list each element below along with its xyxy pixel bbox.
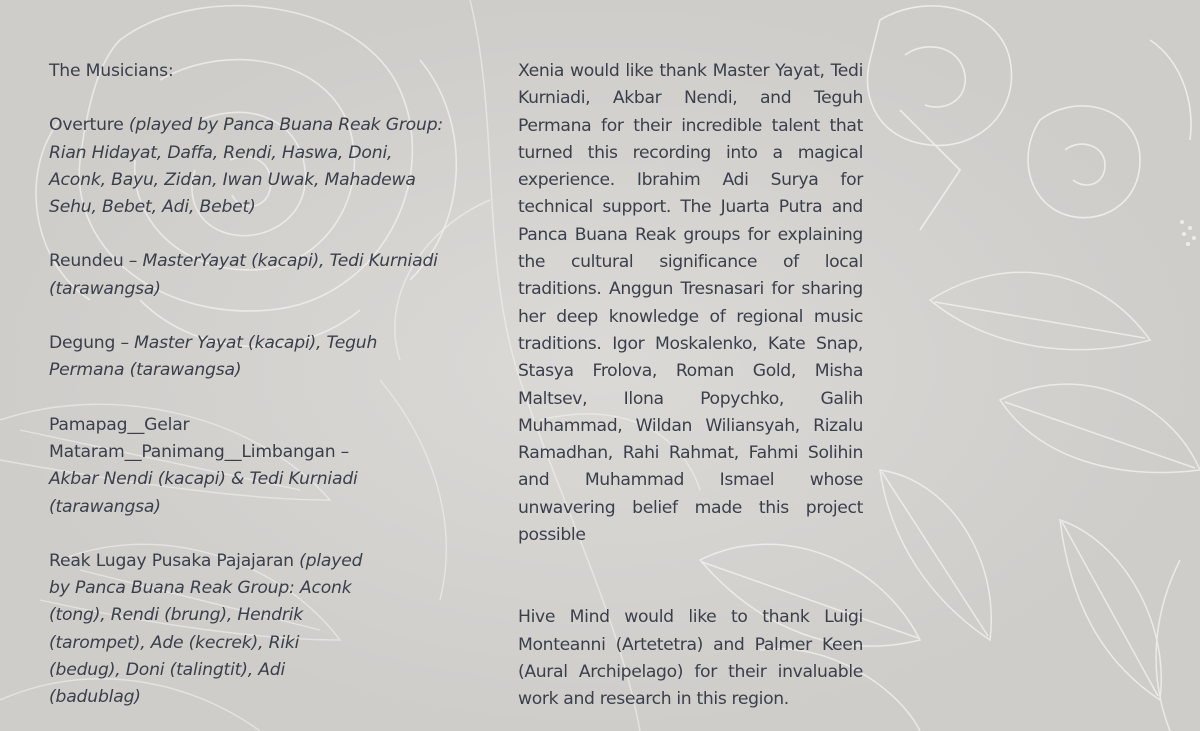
- track-credit-reundeu: [49, 248, 449, 303]
- musicians-column: [49, 58, 449, 712]
- track-performers: MasterYayat (kacapi), Tedi Kurniadi (tarawangsa): [49, 251, 438, 299]
- track-credit-reak-lugay: [49, 548, 369, 712]
- track-title: Reundeu –: [49, 251, 143, 272]
- track-title: Overture: [49, 115, 129, 136]
- acknowledgement-xenia: Xenia would like thank Master Yayat, Tedi Kurniadi, Akbar Nendi, and Teguh Permana for their incredible talent that turned this recording into a magical experience. Ibrahim Adi Surya for technical support. The Juarta Putra and Panca Buana Reak groups for explaining the cultural significance of local traditions. Anggun Tresnasari for sharing her deep knowledge of regional music traditions. Igor Moskalenko, Kate Snap, Stasya Frolova, Roman Gold, Misha Maltsev, Ilona Popychko, Galih Muhammad, Wildan Wiliansyah, Rizalu Ramadhan, Rahi Rahmat, Fahmi Solihin and Muhammad Ismael whose unwavering belief made this project possible: [518, 61, 863, 546]
- acknowledgement-hive-mind: Hive Mind would like to thank Luigi Monteanni (Artetetra) and Palmer Keen (Aural Archipelago) for their invaluable work and research in this region.: [518, 607, 863, 710]
- track-credit-degung: [49, 330, 449, 385]
- track-performers: Master Yayat (kacapi), Teguh Permana (tarawangsa): [49, 333, 378, 381]
- track-performers: (played by Panca Buana Reak Group: Aconk (tong), Rendi (brung), Hendrik (tarompet), Ade (kecrek), Riki (bedug), Doni (talingtit), Adi (badublag): [49, 550, 363, 708]
- track-credit-overture: [49, 112, 449, 221]
- musicians-heading: The Musicians:: [49, 61, 174, 81]
- track-title: Reak Lugay Pusaka Pajajaran: [49, 550, 300, 571]
- track-title: Degung –: [49, 333, 135, 354]
- track-performers: (played by Panca Buana Reak Group: Rian Hidayat, Daffa, Rendi, Haswa, Doni, Aconk, Bayu, Zidan, Iwan Uwak, Mahadewa Sehu, Bebet, Adi, Bebet): [49, 115, 443, 218]
- track-credit-pamapag: [49, 412, 399, 521]
- track-performers: Akbar Nendi (kacapi) & Tedi Kurniadi (tarawangsa): [49, 469, 358, 517]
- acknowledgements-column: [518, 58, 863, 714]
- track-title: Pamapag__Gelar Mataram__Panimang__Limbangan –: [49, 414, 350, 462]
